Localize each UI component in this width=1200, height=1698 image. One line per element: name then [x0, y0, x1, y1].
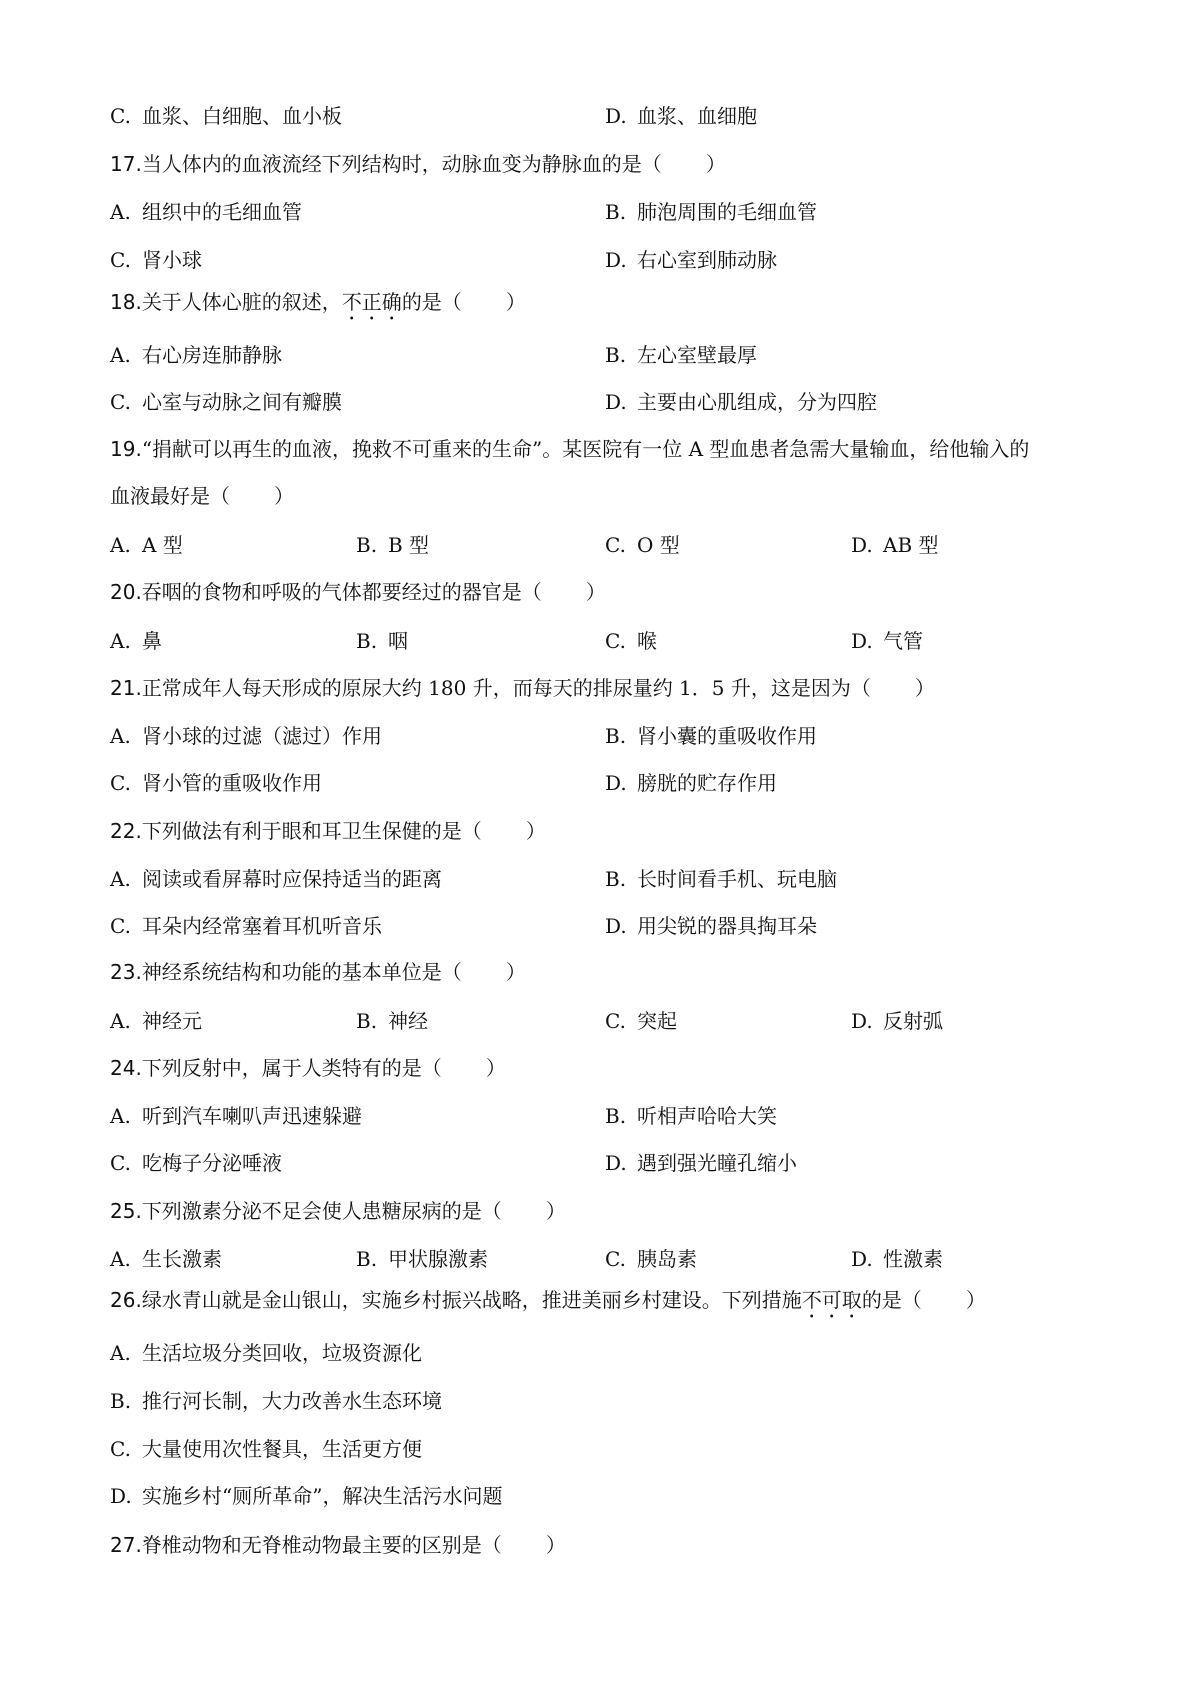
option-label: D.: [605, 104, 627, 128]
q26-option-c: [110, 1434, 422, 1464]
option-text: 性激素: [883, 1247, 943, 1271]
question-19: [110, 434, 1029, 464]
question-number: 17.: [110, 152, 142, 176]
option-text: 甲状腺激素: [388, 1247, 488, 1271]
q21-option-b: [605, 721, 817, 751]
option-label: B.: [605, 200, 627, 224]
option-text: 血浆、白细胞、血小板: [142, 104, 342, 128]
option-label: C.: [110, 390, 131, 414]
option-text: 用尖锐的器具掏耳朵: [637, 914, 817, 938]
option-text: 长时间看手机、玩电脑: [637, 867, 837, 891]
q20-option-c: [605, 626, 657, 656]
option-label: D.: [605, 390, 627, 414]
question-number: 18.: [110, 290, 142, 314]
option-label: C.: [110, 771, 131, 795]
option-text: 肾小球的过滤（滤过）作用: [142, 724, 382, 748]
option-label: C.: [605, 1009, 626, 1033]
option-text: 肺泡周围的毛细血管: [637, 200, 817, 224]
question-close: ）: [545, 1533, 566, 1557]
question-stem: 神经系统结构和功能的基本单位是（: [141, 960, 462, 984]
question-close: ）: [505, 290, 526, 314]
question-close: ）: [965, 1288, 986, 1312]
option-text: 大量使用次性餐具，生活更方便: [142, 1437, 422, 1461]
question-stem: 当人体内的血液流经下列结构时，动脉血变为静脉血的是（: [141, 152, 662, 176]
option-text: 右心室到肺动脉: [637, 248, 777, 272]
question-stem: 关于人体心脏的叙述，: [141, 290, 342, 314]
option-text: 阅读或看屏幕时应保持适当的距离: [142, 867, 442, 891]
option-label: A.: [110, 1247, 131, 1271]
option-text: 肾小球: [142, 248, 202, 272]
question-close: ）: [585, 580, 606, 604]
option-text: 肾小囊的重吸收作用: [637, 724, 817, 748]
option-text: 反射弧: [883, 1009, 943, 1033]
option-text: 胰岛素: [637, 1247, 697, 1271]
option-label: D.: [851, 1009, 873, 1033]
q17-option-d: [605, 245, 777, 275]
option-label: A.: [110, 867, 131, 891]
question-21: [110, 673, 935, 703]
question-number: 20.: [110, 580, 142, 604]
q19-option-d: [851, 530, 939, 560]
option-label: A.: [110, 724, 131, 748]
option-label: C.: [110, 1437, 131, 1461]
option-label: A.: [110, 1104, 131, 1128]
option-label: D.: [605, 248, 627, 272]
q24-option-d: [605, 1148, 797, 1178]
option-text: 右心房连肺静脉: [142, 343, 282, 367]
option-text: 突起: [637, 1009, 677, 1033]
option-text: 左心室壁最厚: [637, 343, 757, 367]
option-label: B.: [605, 1104, 627, 1128]
q21-option-c: [110, 768, 322, 798]
q26-option-b: [110, 1386, 442, 1416]
question-number: 25.: [110, 1199, 142, 1223]
question-25: [110, 1196, 566, 1226]
option-text: 听相声哈哈大笑: [637, 1104, 777, 1128]
q23-option-a: [110, 1006, 202, 1036]
option-label: C.: [110, 104, 131, 128]
q25-option-a: [110, 1244, 222, 1274]
option-label: C.: [110, 914, 131, 938]
option-text: 膀胱的贮存作用: [637, 771, 777, 795]
option-text: 咽: [388, 629, 408, 653]
question-number: 26.: [110, 1288, 142, 1312]
option-label: B.: [605, 724, 627, 748]
option-label: A.: [110, 533, 131, 557]
question-stem-end: 的是（: [861, 1288, 922, 1312]
question-close: ）: [705, 152, 726, 176]
q20-option-d: [851, 626, 923, 656]
option-label: B.: [356, 629, 378, 653]
question-number: 21.: [110, 676, 142, 700]
option-label: A.: [110, 200, 131, 224]
question-stem: 吞咽的食物和呼吸的气体都要经过的器官是（: [141, 580, 542, 604]
question-close: ）: [274, 484, 294, 508]
q20-option-b: [356, 626, 408, 656]
option-text: 听到汽车喇叭声迅速躲避: [142, 1104, 362, 1128]
q19-option-c: [605, 530, 680, 560]
option-text: 血浆、血细胞: [637, 104, 757, 128]
q24-option-c: [110, 1148, 282, 1178]
question-stem: 下列做法有利于眼和耳卫生保健的是（: [141, 819, 482, 843]
option-text: 遇到强光瞳孔缩小: [637, 1151, 797, 1175]
option-text: 喉: [637, 629, 657, 653]
q26-option-a: [110, 1338, 422, 1368]
q20-option-a: [110, 626, 162, 656]
q25-option-c: [605, 1244, 697, 1274]
q18-option-c: [110, 387, 342, 417]
q22-option-a: [110, 864, 442, 894]
option-text: 鼻: [142, 629, 162, 653]
q22-option-c: [110, 911, 382, 941]
option-label: C.: [605, 533, 626, 557]
option-label: C.: [605, 629, 626, 653]
q17-option-a: [110, 197, 302, 227]
q19-option-a: [110, 530, 183, 560]
question-close: ）: [525, 819, 546, 843]
q25-option-b: [356, 1244, 488, 1274]
question-stem: 血液最好是（: [110, 484, 230, 508]
option-label: B.: [605, 343, 627, 367]
q23-option-d: [851, 1006, 943, 1036]
option-text: O 型: [637, 533, 680, 557]
question-close: ）: [505, 960, 526, 984]
question-number: 19.: [110, 437, 142, 461]
option-label: C.: [605, 1247, 626, 1271]
option-text: 组织中的毛细血管: [142, 200, 302, 224]
question-number: 27.: [110, 1533, 142, 1557]
q17-option-c: [110, 245, 202, 275]
question-stem: 正常成年人每天形成的原尿大约 180 升，而每天的排尿量约 1．5 升，这是因为（: [141, 676, 871, 700]
q24-option-a: [110, 1101, 362, 1131]
q23-option-b: [356, 1006, 428, 1036]
q26-option-d: [110, 1481, 502, 1511]
q22-option-d: [605, 911, 817, 941]
option-label: A.: [110, 629, 131, 653]
option-label: B.: [356, 1247, 378, 1271]
question-20: [110, 577, 606, 607]
option-label: A.: [110, 1009, 131, 1033]
question-close: ）: [485, 1056, 506, 1080]
question-close: ）: [545, 1199, 566, 1223]
question-stem: “捐献可以再生的血液，挽救不可重来的生命”。某医院有一位 A 型血患者急需大量输血，给他输入的: [141, 437, 1030, 461]
q16-option-d: [605, 101, 757, 131]
option-label: D.: [605, 1151, 627, 1175]
option-text: 心室与动脉之间有瓣膜: [142, 390, 342, 414]
option-text: 肾小管的重吸收作用: [142, 771, 322, 795]
question-stem: 下列反射中，属于人类特有的是（: [141, 1056, 442, 1080]
option-label: D.: [851, 1247, 873, 1271]
question-close: ）: [914, 676, 935, 700]
question-26: [110, 1285, 986, 1315]
option-text: 生长激素: [142, 1247, 222, 1271]
option-text: B 型: [388, 533, 430, 557]
question-stem: 绿水青山就是金山银山，实施乡村振兴战略，推进美丽乡村建设。下列措施: [141, 1288, 802, 1312]
q17-option-b: [605, 197, 817, 227]
question-18: [110, 287, 526, 317]
emphasized-text: 不可取: [801, 1288, 862, 1312]
question-number: 23.: [110, 960, 142, 984]
option-text: 神经元: [142, 1009, 202, 1033]
option-text: 神经: [388, 1009, 428, 1033]
option-text: A 型: [142, 533, 183, 557]
option-label: C.: [110, 248, 131, 272]
question-stem-end: 的是（: [401, 290, 462, 314]
option-text: 生活垃圾分类回收，垃圾资源化: [142, 1341, 422, 1365]
option-text: 推行河长制，大力改善水生态环境: [142, 1389, 442, 1413]
q16-option-c: [110, 101, 342, 131]
option-text: 耳朵内经常塞着耳机听音乐: [142, 914, 382, 938]
question-22: [110, 816, 546, 846]
option-label: D.: [851, 533, 873, 557]
emphasized-text: 不正确: [341, 290, 402, 314]
option-label: D.: [110, 1484, 132, 1508]
option-label: A.: [110, 1341, 131, 1365]
option-text: AB 型: [883, 533, 939, 557]
option-label: B.: [605, 867, 627, 891]
q25-option-d: [851, 1244, 943, 1274]
question-number: 24.: [110, 1056, 142, 1080]
option-label: D.: [605, 914, 627, 938]
option-label: B.: [356, 1009, 378, 1033]
question-24: [110, 1053, 506, 1083]
q18-option-a: [110, 340, 282, 370]
q24-option-b: [605, 1101, 777, 1131]
q22-option-b: [605, 864, 837, 894]
q23-option-c: [605, 1006, 677, 1036]
q18-option-b: [605, 340, 757, 370]
question-stem: 下列激素分泌不足会使人患糖尿病的是（: [141, 1199, 502, 1223]
option-label: C.: [110, 1151, 131, 1175]
question-27: [110, 1530, 566, 1560]
q21-option-a: [110, 721, 382, 751]
option-text: 吃梅子分泌唾液: [142, 1151, 282, 1175]
option-text: 气管: [883, 629, 923, 653]
q21-option-d: [605, 768, 777, 798]
q18-option-d: [605, 387, 877, 417]
option-text: 实施乡村“厕所革命”，解决生活污水问题: [142, 1484, 503, 1508]
q19-option-b: [356, 530, 429, 560]
question-stem: 脊椎动物和无脊椎动物最主要的区别是（: [141, 1533, 502, 1557]
option-label: B.: [110, 1389, 132, 1413]
question-19-line-2: [110, 481, 294, 511]
option-label: D.: [851, 629, 873, 653]
option-label: B.: [356, 533, 378, 557]
option-label: D.: [605, 771, 627, 795]
option-label: A.: [110, 343, 131, 367]
question-23: [110, 957, 526, 987]
question-17: [110, 149, 726, 179]
option-text: 主要由心肌组成，分为四腔: [637, 390, 877, 414]
question-number: 22.: [110, 819, 142, 843]
